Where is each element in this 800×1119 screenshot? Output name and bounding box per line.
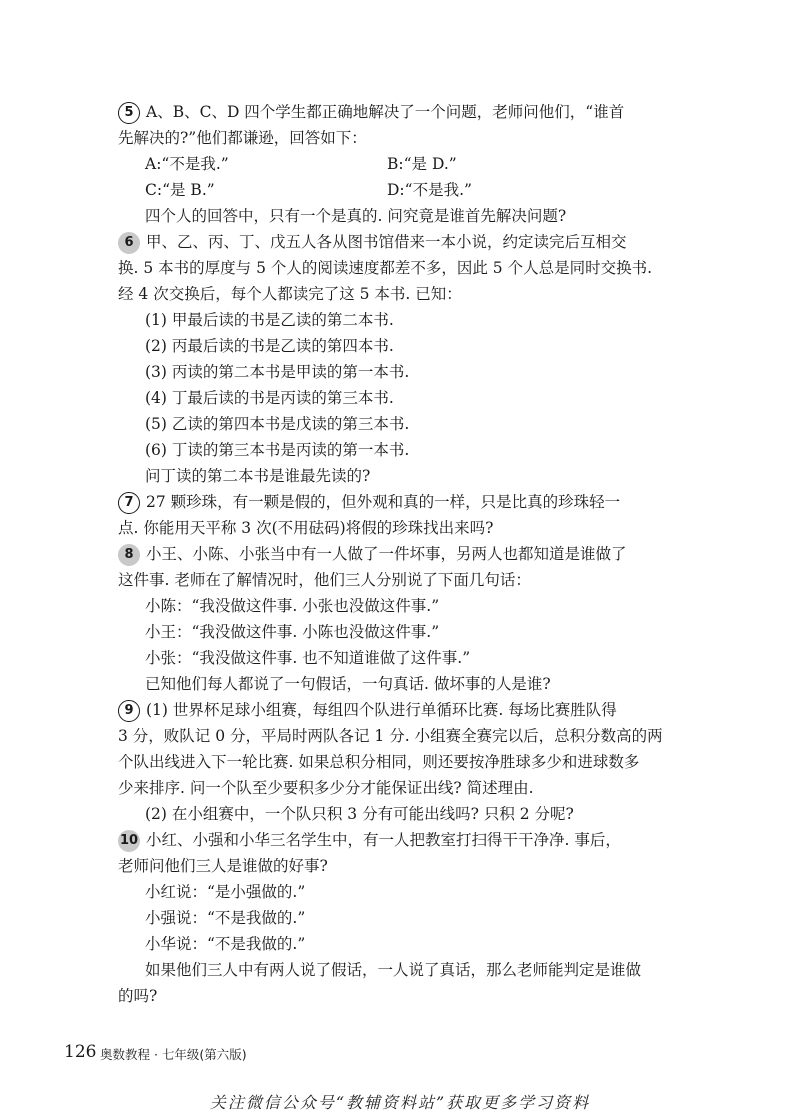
- problem-5-badge: 5: [118, 102, 140, 124]
- problem-6-condition-4: (4) 丁最后读的书是丙读的第三本书.: [145, 389, 394, 407]
- problem-5-line-2: 先解决的?”他们都谦逊，回答如下：: [118, 129, 367, 147]
- problem-9-line-2: 3 分，败队记 0 分，平局时两队各记 1 分. 小组赛全赛完以后，总积分数高的两: [118, 727, 663, 745]
- problem-6-line-1: 6 甲、乙、丙、丁、戊五人各从图书馆借来一本小说，约定读完后互相交: [118, 230, 688, 254]
- problem-9-line-3: 个队出线进入下一轮比赛. 如果总积分相同，则还要按净胜球多少和进球数多: [118, 753, 640, 771]
- problem-6-line-2: 换. 5 本书的厚度与 5 个人的阅读速度都差不多，因此 5 个人总是同时交换书.: [118, 259, 653, 277]
- page-number: 126: [64, 1042, 97, 1062]
- problem-8-statement-1: 小陈：“我没做这件事. 小张也没做这件事.”: [145, 597, 440, 615]
- answer-c: C:“是 B.”: [145, 181, 215, 199]
- problem-9-part-2: (2) 在小组赛中，一个队只积 3 分有可能出线吗? 只积 2 分呢?: [145, 805, 574, 823]
- problem-6-condition-3: (3) 丙读的第二本书是甲读的第一本书.: [145, 363, 410, 381]
- problem-10-statement-3: 小华说：“不是我做的.”: [145, 935, 306, 953]
- answer-b: B:“是 D.”: [387, 155, 457, 173]
- problem-8-statement-3: 小张：“我没做这件事. 也不知道谁做了这件事.”: [145, 649, 471, 667]
- book-title: 奥数教程 · 七年级(第六版): [100, 1047, 247, 1062]
- problem-9-line-1: 9 (1) 世界杯足球小组赛，每组四个队进行单循环比赛. 每场比赛胜队得: [118, 698, 688, 722]
- problem-10-question-line-1: 如果他们三人中有两人说了假话，一人说了真话，那么老师能判定是谁做: [145, 961, 642, 979]
- problem-6-badge: 6: [118, 232, 140, 254]
- problem-10-statement-1: 小红说：“是小强做的.”: [145, 883, 306, 901]
- problem-10-statement-2: 小强说：“不是我做的.”: [145, 909, 306, 927]
- problem-10-line-2: 老师问他们三人是谁做的好事?: [118, 857, 328, 875]
- answer-a: A:“不是我.”: [145, 155, 229, 173]
- problem-6-line-3: 经 4 次交换后，每个人都读完了这 5 本书. 已知：: [118, 285, 462, 303]
- problem-5-answers-row-2: [145, 178, 715, 202]
- problem-6-condition-2: (2) 丙最后读的书是乙读的第四本书.: [145, 337, 394, 355]
- problem-7-line-1: 7 27 颗珍珠，有一颗是假的，但外观和真的一样，只是比真的珍珠轻一: [118, 490, 688, 514]
- problem-10-question-line-2: 的吗?: [118, 987, 158, 1005]
- problem-8-line-2: 这件事. 老师在了解情况时，他们三人分别说了下面几句话：: [118, 571, 531, 589]
- problem-6-question: 问丁读的第二本书是谁最先读的?: [145, 467, 371, 485]
- problem-10-badge: 10: [118, 830, 140, 852]
- problem-9-line-4: 少来排序. 问一个队至少要积多少分才能保证出线? 简述理由.: [118, 779, 534, 797]
- problem-6-condition-1: (1) 甲最后读的书是乙读的第二本书.: [145, 311, 394, 329]
- problem-5-line-1: 5 A、B、C、D 四个学生都正确地解决了一个问题，老师问他们，“谁首: [118, 100, 688, 124]
- problem-6-condition-5: (5) 乙读的第四本书是戊读的第三本书.: [145, 415, 410, 433]
- problem-6-condition-6: (6) 丁读的第三本书是丙读的第一本书.: [145, 441, 410, 459]
- problem-8-question: 已知他们每人都说了一句假话，一句真话. 做坏事的人是谁?: [145, 675, 551, 693]
- problem-10-line-1: 10 小红、小强和小华三名学生中，有一人把教室打扫得干干净净. 事后，: [118, 828, 688, 852]
- problem-5-answers-row-1: [145, 152, 715, 176]
- answer-d: D:“不是我.”: [387, 181, 472, 199]
- problem-8-line-1: 8 小王、小陈、小张当中有一人做了一件坏事，另两人也都知道是谁做了: [118, 542, 688, 566]
- problem-7-badge: 7: [118, 492, 140, 514]
- watermark-text: 关注微信公众号“教辅资料站”获取更多学习资料: [209, 1093, 591, 1112]
- problem-7-line-2: 点. 你能用天平称 3 次(不用砝码)将假的珍珠找出来吗?: [118, 519, 494, 537]
- problem-8-badge: 8: [118, 544, 140, 566]
- problem-9-badge: 9: [118, 700, 140, 722]
- problem-5-question: 四个人的回答中，只有一个是真的. 问究竟是谁首先解决问题?: [145, 207, 567, 225]
- problem-8-statement-2: 小王：“我没做这件事. 小陈也没做这件事.”: [145, 623, 440, 641]
